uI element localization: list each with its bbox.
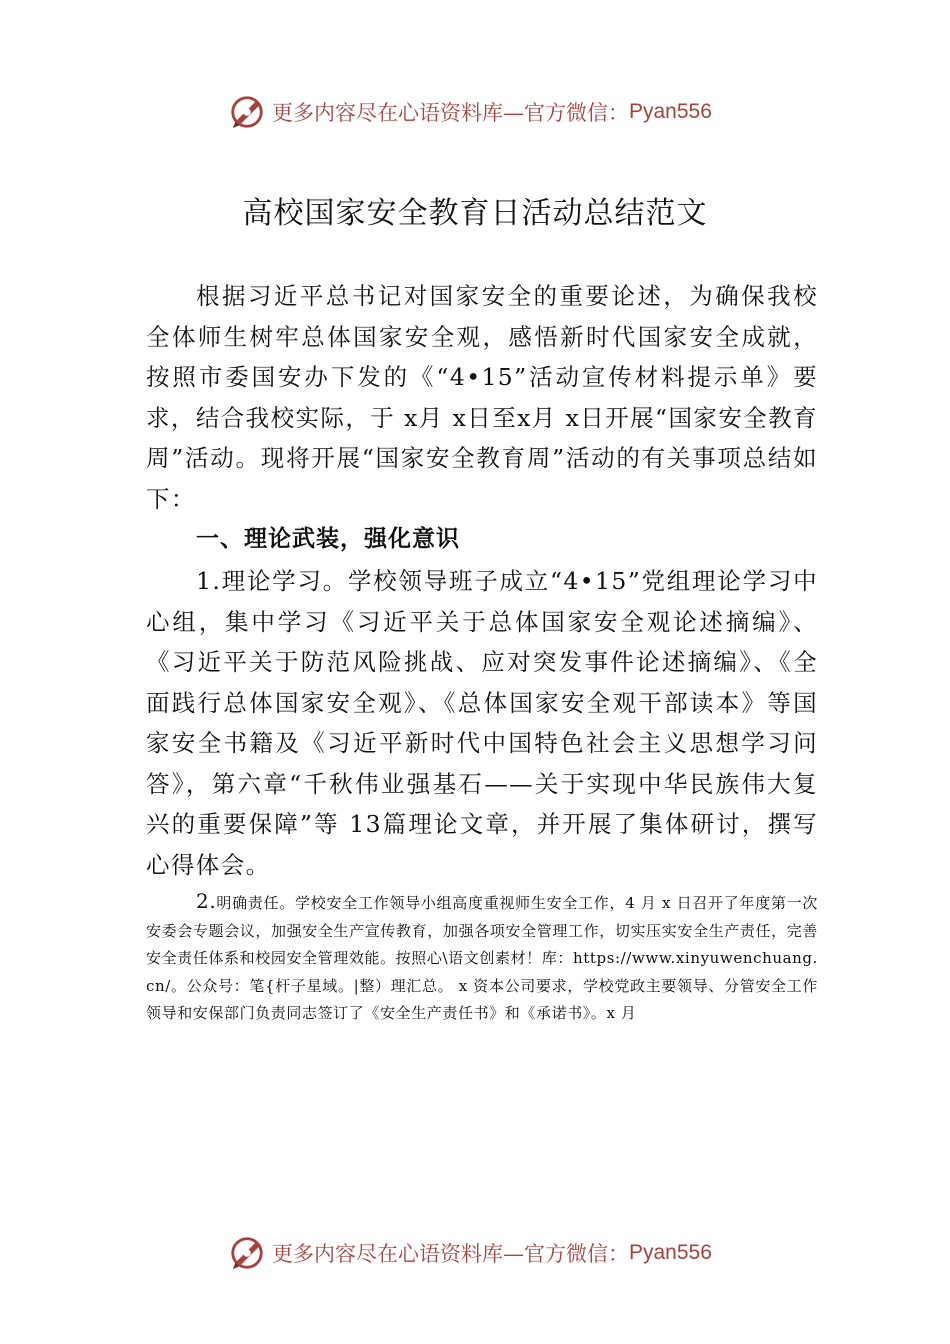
paragraph-intro: 根据习近平总书记对国家安全的重要论述，为确保我校全体师生树牢总体国家安全观，感悟新时代国家安全成就， 按照市委国安办下发的《“4•15”活动宣传材料提示单》要求，结合我校实际，于 x月 x日至x月 x日开展“国家安全教育周”活动。现将开展“国家安全教育周”活动的有关事项总结如下：	[146, 282, 818, 513]
section-heading: 一、理论武装，强化意识	[196, 526, 460, 552]
banner-text: 更多内容尽在心语资料库—官方微信：	[272, 101, 629, 125]
banner-wechat-id: Pyan556	[629, 1241, 712, 1264]
paragraph-theory-study: 1.理论学习。学校领导班子成立“4•15”党组理论学习中心组，集中学习《习近平关于总体国家安全观论述摘编》、《习近平关于防范风险挑战、应对突发事件论述摘编》、《全面践行总体国家安全观》、《总体国家安全观干部读本》等国家安全书籍及《习近平新时代中国特色社会主义思想学习问答》，第六章“千秋伟业强基石——关于实现中华民族伟大复兴的重要保障”等 13篇理论文章，并开展了集体研讨，撰写心得体会。	[146, 567, 818, 879]
pen-logo-icon	[228, 93, 266, 131]
header-banner	[228, 92, 728, 132]
paragraph-number: 2.	[196, 889, 217, 913]
footer-banner	[228, 1233, 728, 1273]
paragraph-responsibility-text: 明确责任。学校安全工作领导小组高度重视师生安全工作，4 月 x 日召开了年度第一次安委会专题会议，加强安全生产宣传教育，加强各项安全管理工作，切实压实安全生产责任，完善安全责任体系和校园安全管理效能。按照心\语文创素材！库：https://www.xinyuwenchuang.cn/。公众号：笔{杆子星域。|整）理汇总。 x 资本公司要求，学校党政主要领导、分管安全工作领导和安保部门负责同志签订了《安全生产责任书》和《承诺书》。x 月	[146, 894, 818, 1022]
paragraph-responsibility	[146, 888, 818, 1028]
banner-text: 更多内容尽在心语资料库—官方微信：	[272, 1242, 629, 1266]
document-title: 高校国家安全教育日活动总结范文	[242, 196, 708, 231]
banner-wechat-id: Pyan556	[629, 100, 712, 123]
pen-logo-icon	[228, 1234, 266, 1272]
